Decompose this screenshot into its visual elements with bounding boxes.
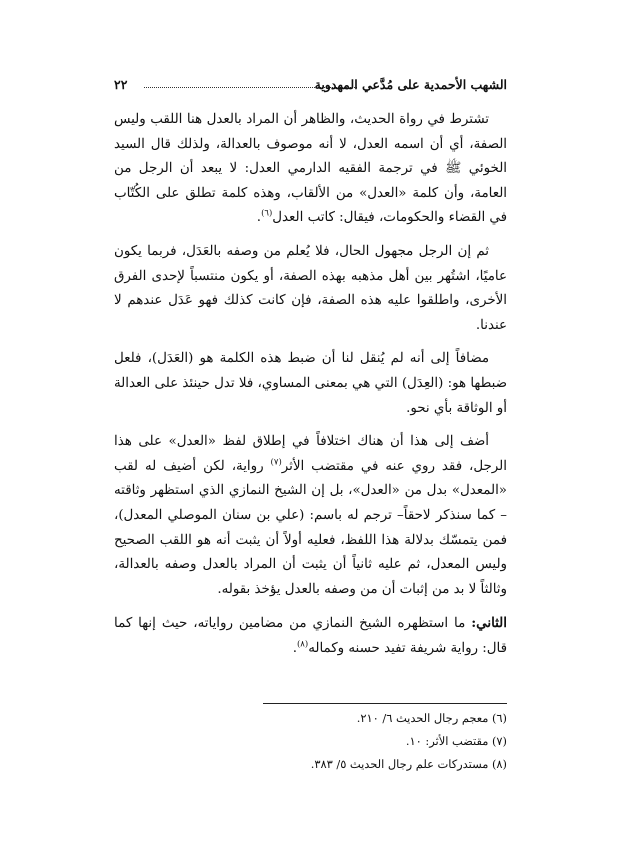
paragraph-text: أضف إلى هذا أن هناك اختلافاً في إطلاق لفظ «العدل» على هذا الرجل، فقد روي عنه في مقتضب الأثر <box>114 434 507 474</box>
footnote: (٧) مقتضب الأثر: ١٠. <box>405 734 507 748</box>
footnote-marker: (٦) <box>261 208 273 219</box>
footnote: (٨) مستدركات علم رجال الحديث ٥/ ٣٨٣. <box>310 757 507 771</box>
paragraph-text: رواية، لكن أضيف له لقب «المعدل» بدل من «العدل»، بل إن الشيخ النمازي الذي استظهر وثاقته – كما سنذكر لاحقاً– ترجم له باسم: (علي بن سنان الموصلي المعدل)، فمن يتمسّك بدلالة هذا اللفظ، فعليه أولاً أن يثبت أنه هو اللقب الصحيح وليس المعدل، ثم عليه ثانياً أن يثبت أن المراد بالعدل وصفه بالعدالة، وثالثاً لا بد من إثبات أن من وصفه بالعدل يؤخذ بقوله. <box>114 458 507 597</box>
footnotes <box>114 707 507 776</box>
header-title: الشهب الأحمدية على مُدَّعي المهدوية <box>314 77 507 92</box>
footnote-separator <box>263 703 507 704</box>
paragraph-text: ما استظهره الشيخ النمازي من مضامين رواياته، حيث إنها كما قال: رواية شريفة تفيد حسنه وكماله <box>114 616 507 656</box>
body-text <box>114 108 507 670</box>
paragraph-text: ثم إن الرجل مجهول الحال، فلا يُعلم من وصفه بالعَدَل، فربما يكون عاميًا، اشتُهر بين أهل مذهبه بهذه الصفة، أو يكون منتسباً لإحدى الفرق الأخرى، واطلقوا عليه هذه الصفة، فإن كانت كذلك فهو عَدَل عندهم لا عندنا. <box>114 243 507 333</box>
paragraph-text: . <box>292 640 297 656</box>
paragraph <box>114 611 507 661</box>
footnote-marker: (٨) <box>296 639 309 650</box>
paragraph-text: مضافاً إلى أنه لم يُنقل لنا أن ضبط هذه الكلمة هو (العَدَل)، فلعل ضبطها هو: (العِدَل) التي هي بمعنى المساوي، فلا تدل حينئذ على العدالة أو الوثاقة بأي نحو. <box>114 351 507 416</box>
footnote-marker: (٧) <box>270 457 282 468</box>
running-header <box>114 72 507 98</box>
footnote: (٦) معجم رجال الحديث ٦/ ٢١٠. <box>356 711 507 725</box>
paragraph-text: تشترط في رواة الحديث، والظاهر أن المراد بالعدل هنا اللقب وليس الصفة، أي أن اسمه العدل، لا أنه موصوف بالعدالة، ولذلك قال السيد الخوئي ﷺ في ترجمة الفقيه الدارمي العدل: لا يبعد أن الرجل من العامة، وأن كلمة «العدل» من الألقاب، وهذه كلمة تطلق على الكُتّاب في القضاء والحكومات، فيقال: كاتب العدل <box>114 112 507 226</box>
paragraph <box>114 240 507 338</box>
paragraph <box>114 430 507 602</box>
paragraph <box>114 347 507 421</box>
paragraph-text: . <box>256 210 262 226</box>
page-number: ٢٢ <box>114 77 128 92</box>
paragraph <box>114 108 507 231</box>
section-lead: الثاني: <box>471 615 507 632</box>
